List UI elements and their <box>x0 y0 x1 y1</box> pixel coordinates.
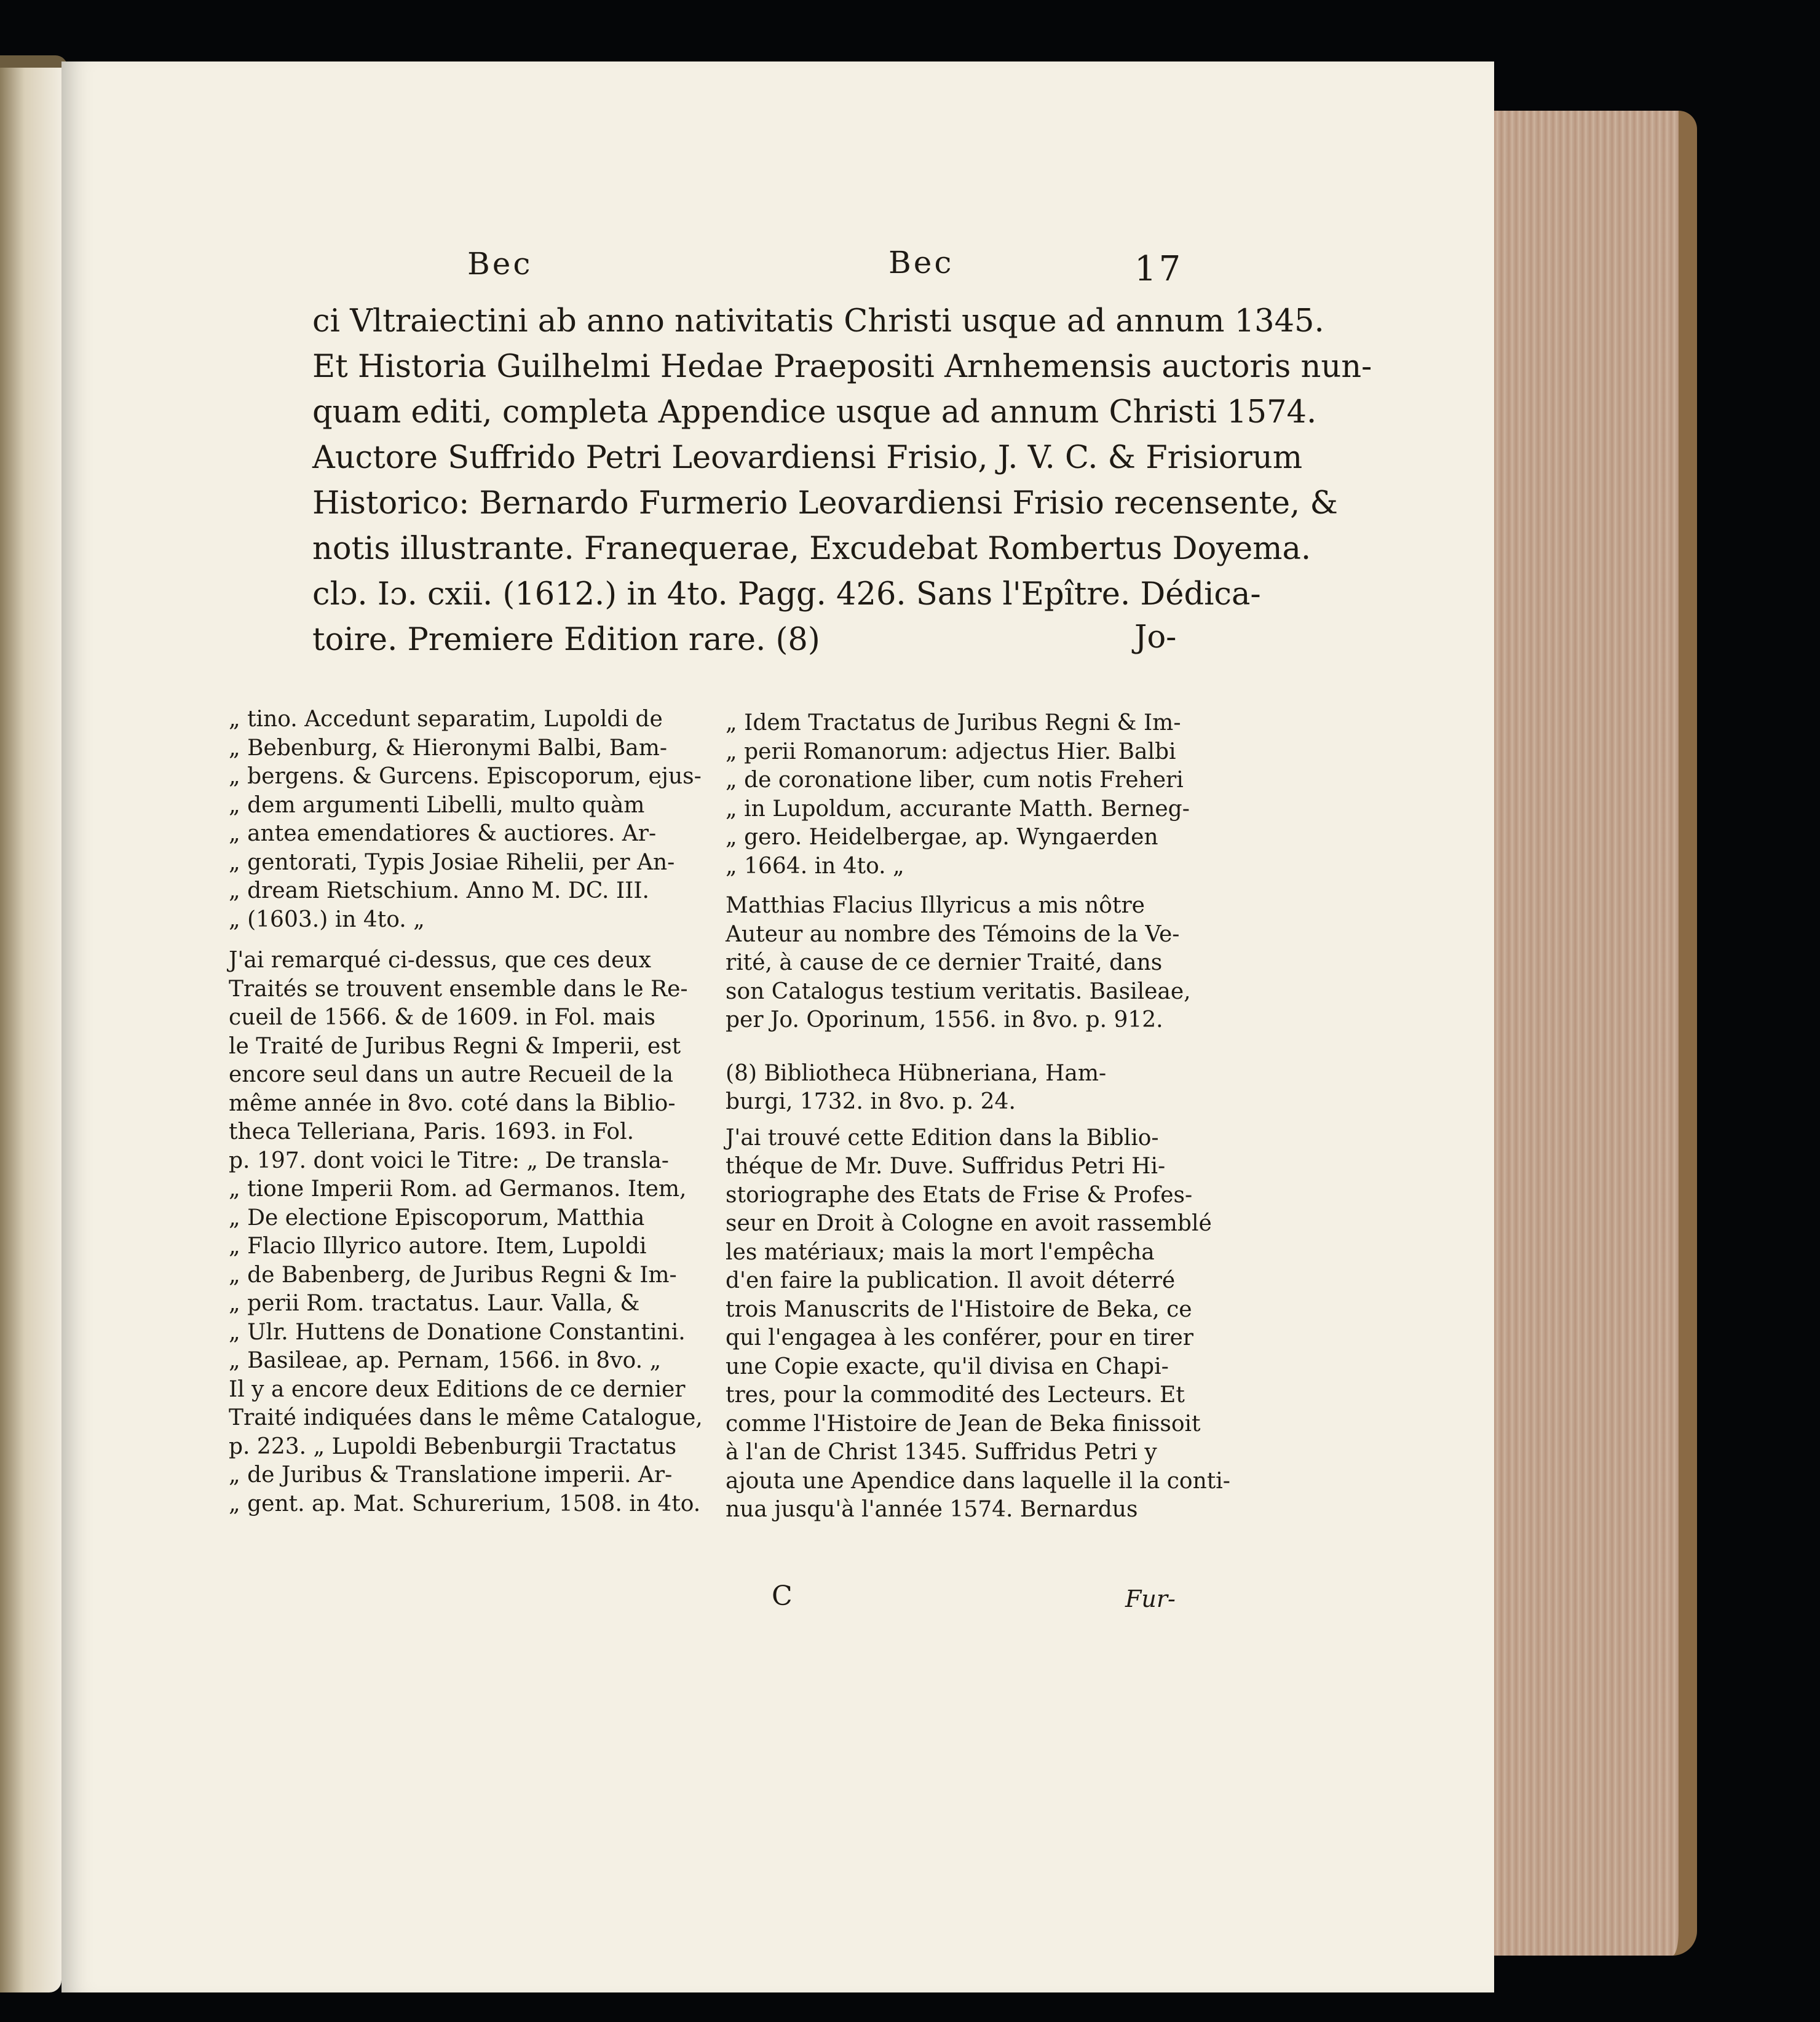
right-column <box>726 709 1230 1524</box>
left-line: „ Ulr. Huttens de Donatione Constantini. <box>229 1319 686 1345</box>
book-page <box>61 61 1494 1992</box>
left-line: „ Flacio Illyrico autore. Item, Lupoldi <box>229 1234 647 1259</box>
right-line: Matthias Flacius Illyricus a mis nôtre <box>726 893 1145 918</box>
right-line: comme l'Histoire de Jean de Beka finissoit <box>726 1411 1201 1437</box>
right-line: „ 1664. in 4to. „ <box>726 853 904 879</box>
left-line: cueil de 1566. & de 1609. in Fol. mais <box>229 1005 656 1030</box>
running-head-center: Bec <box>888 245 954 280</box>
right-line: „ in Lupoldum, accurante Matth. Berneg- <box>726 796 1190 822</box>
left-line: „ dem argumenti Libelli, multo quàm <box>229 792 645 818</box>
right-line: rité, à cause de ce dernier Traité, dans <box>726 950 1163 975</box>
left-line: Traités se trouvent ensemble dans le Re- <box>229 976 688 1002</box>
catchword-top: Jo- <box>1134 619 1177 656</box>
left-page-edge <box>0 68 61 1992</box>
left-line: „ de Juribus & Translatione imperii. Ar- <box>229 1462 673 1488</box>
running-head-left: Bec <box>467 246 533 282</box>
right-line: „ gero. Heidelbergae, ap. Wyngaerden <box>726 825 1158 850</box>
signature-mark: C <box>772 1580 793 1612</box>
left-line: „ perii Rom. tractatus. Laur. Valla, & <box>229 1291 640 1316</box>
right-line: les matériaux; mais la mort l'empêcha <box>726 1239 1155 1265</box>
right-line: (8) Bibliotheca Hübneriana, Ham- <box>726 1060 1107 1086</box>
left-line: p. 197. dont voici le Titre: „ De transla- <box>229 1148 669 1173</box>
left-line: „ Bebenburg, & Hieronymi Balbi, Bam- <box>229 735 668 761</box>
left-line: „ Basileae, ap. Pernam, 1566. in 8vo. „ <box>229 1348 662 1373</box>
left-line: encore seul dans un autre Recueil de la <box>229 1062 674 1087</box>
left-line: „ bergens. & Gurcens. Episcoporum, ejus- <box>229 764 702 789</box>
right-line: à l'an de Christ 1345. Suffridus Petri y <box>726 1440 1157 1465</box>
top-line: Historico: Bernardo Furmerio Leovardiensi Frisio recensente, & <box>312 485 1338 521</box>
left-line: „ (1603.) in 4to. „ <box>229 906 425 932</box>
left-line: même année in 8vo. coté dans la Biblio- <box>229 1090 676 1116</box>
page-number: 17 <box>1134 249 1184 289</box>
right-line: tres, pour la commodité des Lecteurs. Et <box>726 1382 1185 1408</box>
top-line: quam editi, completa Appendice usque ad annum Christi 1574. <box>312 394 1317 430</box>
right-line: J'ai trouvé cette Edition dans la Biblio- <box>726 1125 1159 1151</box>
book-fore-edge <box>1476 111 1697 1956</box>
right-line: „ perii Romanorum: adjectus Hier. Balbi <box>726 739 1176 764</box>
right-line: d'en faire la publication. Il avoit déterré <box>726 1268 1176 1293</box>
right-line: qui l'engagea à les conférer, pour en tirer <box>726 1325 1193 1350</box>
top-line: clɔ. Iɔ. cxii. (1612.) in 4to. Pagg. 426. Sans l'Epître. Dédica- <box>312 576 1261 613</box>
right-line: une Copie exacte, qu'il divisa en Chapi- <box>726 1354 1169 1379</box>
left-line: Traité indiquées dans le même Catalogue, <box>229 1405 703 1430</box>
right-line: trois Manuscrits de l'Histoire de Beka, ce <box>726 1296 1192 1322</box>
right-line: Auteur au nombre des Témoins de la Ve- <box>726 921 1180 947</box>
right-line: storiographe des Etats de Frise & Profes- <box>726 1182 1193 1208</box>
catchword-bottom: Fur- <box>1125 1585 1176 1612</box>
left-line: J'ai remarqué ci-dessus, que ces deux <box>229 948 651 973</box>
right-line: „ Idem Tractatus de Juribus Regni & Im- <box>726 710 1181 735</box>
left-line: Il y a encore deux Editions de ce dernier <box>229 1376 686 1402</box>
top-line: Auctore Suffrido Petri Leovardiensi Frisio, J. V. C. & Frisiorum <box>312 440 1303 476</box>
left-line: „ gentorati, Typis Josiae Rihelii, per An- <box>229 849 675 875</box>
left-line: „ antea emendatiores & auctiores. Ar- <box>229 821 657 846</box>
left-line: „ tione Imperii Rom. ad Germanos. Item, <box>229 1176 687 1202</box>
left-line: „ de Babenberg, de Juribus Regni & Im- <box>229 1262 677 1288</box>
right-line: „ de coronatione liber, cum notis Freheri <box>726 767 1184 793</box>
right-line: burgi, 1732. in 8vo. p. 24. <box>726 1089 1016 1114</box>
left-line: le Traité de Juribus Regni & Imperii, est <box>229 1033 681 1059</box>
left-line: „ De electione Episcoporum, Matthia <box>229 1205 645 1231</box>
left-line: theca Telleriana, Paris. 1693. in Fol. <box>229 1119 635 1144</box>
top-line: Et Historia Guilhelmi Hedae Praepositi Arnhemensis auctoris nun- <box>312 349 1372 385</box>
top-paragraph <box>312 299 1372 663</box>
top-line: toire. Premiere Edition rare. (8) <box>312 622 820 658</box>
right-line: théque de Mr. Duve. Suffridus Petri Hi- <box>726 1154 1166 1179</box>
right-line: nua jusqu'à l'année 1574. Bernardus <box>726 1497 1138 1522</box>
right-line: seur en Droit à Cologne en avoit rassemblé <box>726 1211 1212 1236</box>
left-column <box>229 705 703 1518</box>
right-line: ajouta une Apendice dans laquelle il la conti- <box>726 1468 1230 1494</box>
right-line: per Jo. Oporinum, 1556. in 8vo. p. 912. <box>726 1007 1163 1033</box>
right-line: son Catalogus testium veritatis. Basileae, <box>726 978 1191 1004</box>
top-line: ci Vltraiectini ab anno nativitatis Christi usque ad annum 1345. <box>312 303 1324 339</box>
left-line: „ tino. Accedunt separatim, Lupoldi de <box>229 707 663 732</box>
left-line: „ gent. ap. Mat. Schurerium, 1508. in 4to. <box>229 1491 701 1516</box>
top-line: notis illustrante. Franequerae, Excudebat Rombertus Doyema. <box>312 531 1312 567</box>
left-line: „ dream Rietschium. Anno M. DC. III. <box>229 878 649 903</box>
left-line: p. 223. „ Lupoldi Bebenburgii Tractatus <box>229 1433 677 1459</box>
